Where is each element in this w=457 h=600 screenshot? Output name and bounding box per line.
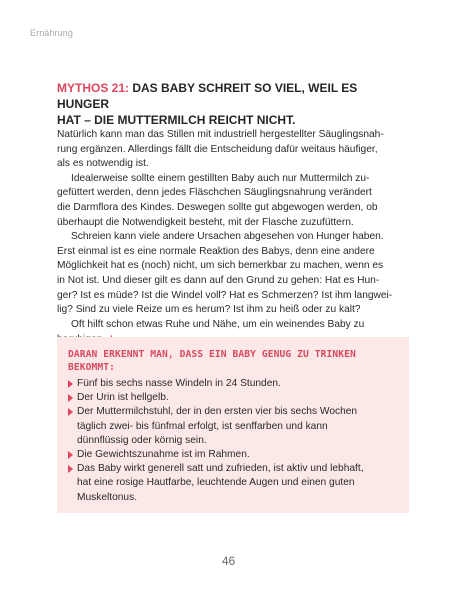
text-line: Möglichkeit hat es (noch) nicht, um sich bemerkbar zu machen, wenn es: [57, 260, 384, 272]
info-box-title-line-2: BEKOMMT:: [68, 361, 116, 373]
text-line: Der Urin ist hellgelb.: [77, 392, 169, 404]
bullet-triangle-icon: [68, 465, 73, 473]
list-item: [68, 448, 395, 462]
text-line: Natürlich kann man das Stillen mit industriell hergestellter Säuglingsnah-: [57, 129, 384, 140]
bullet-triangle-icon: [68, 408, 73, 416]
text-line: Der Muttermilchstuhl, der in den ersten vier bis sechs Wochen: [77, 406, 358, 418]
myth-label: MYTHOS 21:: [57, 81, 130, 95]
text-line: Schreien kann viele andere Ursachen abgesehen von Hunger haben.: [71, 231, 384, 243]
text-line: überhaupt die Notwendigkeit besteht, mit der Flasche zuzufüttern.: [57, 216, 354, 228]
info-box-title: [68, 349, 395, 374]
text-line: Das Baby wirkt generell satt und zufrieden, ist aktiv und lebhaft,: [77, 463, 364, 475]
text-line: als es notwendig ist.: [57, 158, 149, 170]
text-line: Erst einmal ist es eine normale Reaktion des Babys, denn eine andere: [57, 245, 375, 257]
bullet-triangle-icon: [68, 451, 73, 459]
paragraph: [57, 172, 409, 230]
body-text: [57, 128, 409, 348]
text-line: dünnflüssig oder körnig sein.: [77, 434, 207, 446]
list-item: [68, 391, 395, 405]
myth-heading-line-1: DAS BABY SCHREIT SO VIEL, WEIL ES HUNGER: [57, 81, 358, 111]
page-number: 46: [221, 554, 236, 568]
text-line: hat eine rosige Hautfarbe, leuchtende Augen und einen guten: [77, 477, 355, 489]
text-line: lig? Sind zu viele Reize um es herum? Ist ihm zu heiß oder zu kalt?: [57, 304, 361, 316]
bullet-triangle-icon: [68, 394, 73, 402]
list-item: [68, 377, 395, 391]
myth-heading: [57, 80, 409, 128]
text-line: Fünf bis sechs nasse Windeln in 24 Stunden.: [77, 378, 281, 389]
text-line: täglich zwei- bis fünfmal erfolgt, ist senffarben und kann: [77, 420, 328, 432]
text-line: ger? Ist es müde? Ist die Windel voll? Hat es Schmerzen? Ist ihm langwei-: [57, 289, 393, 301]
text-line: Oft hilft schon etwas Ruhe und Nähe, um ein weinendes Baby zu: [71, 318, 365, 330]
article: [57, 80, 409, 348]
list-item: [68, 462, 395, 505]
text-line: Idealerweise sollte einem gestillten Baby auch nur Muttermilch zu-: [71, 172, 370, 184]
bullet-triangle-icon: [68, 380, 73, 388]
info-box: [57, 337, 409, 513]
info-box-title-line-1: DARAN ERKENNT MAN, DASS EIN BABY GENUG ZU TRINKEN: [68, 349, 356, 360]
paragraph: [57, 230, 409, 318]
info-box-list: [68, 377, 395, 505]
text-line: rung ergänzen. Allerdings fällt die Entscheidung dafür weitaus häufiger,: [57, 143, 378, 155]
text-line: gefüttert werden, denn jedes Fläschchen Säuglingsnahrung verändert: [57, 187, 372, 199]
myth-heading-line-2: HAT – DIE MUTTERMILCH REICHT NICHT.: [57, 113, 296, 127]
text-line: Muskeltonus.: [77, 491, 138, 503]
list-item: [68, 405, 395, 448]
text-line: Die Gewichtszunahme ist im Rahmen.: [77, 449, 250, 461]
text-line: in Not ist. Und dieser gilt es dann auf den Grund zu gehen: Hat es Hun-: [57, 274, 380, 286]
running-head: Ernährung: [30, 28, 73, 38]
paragraph: [57, 128, 409, 172]
text-line: die Darmflora des Kindes. Deswegen sollte gut abgewogen werden, ob: [57, 201, 378, 213]
